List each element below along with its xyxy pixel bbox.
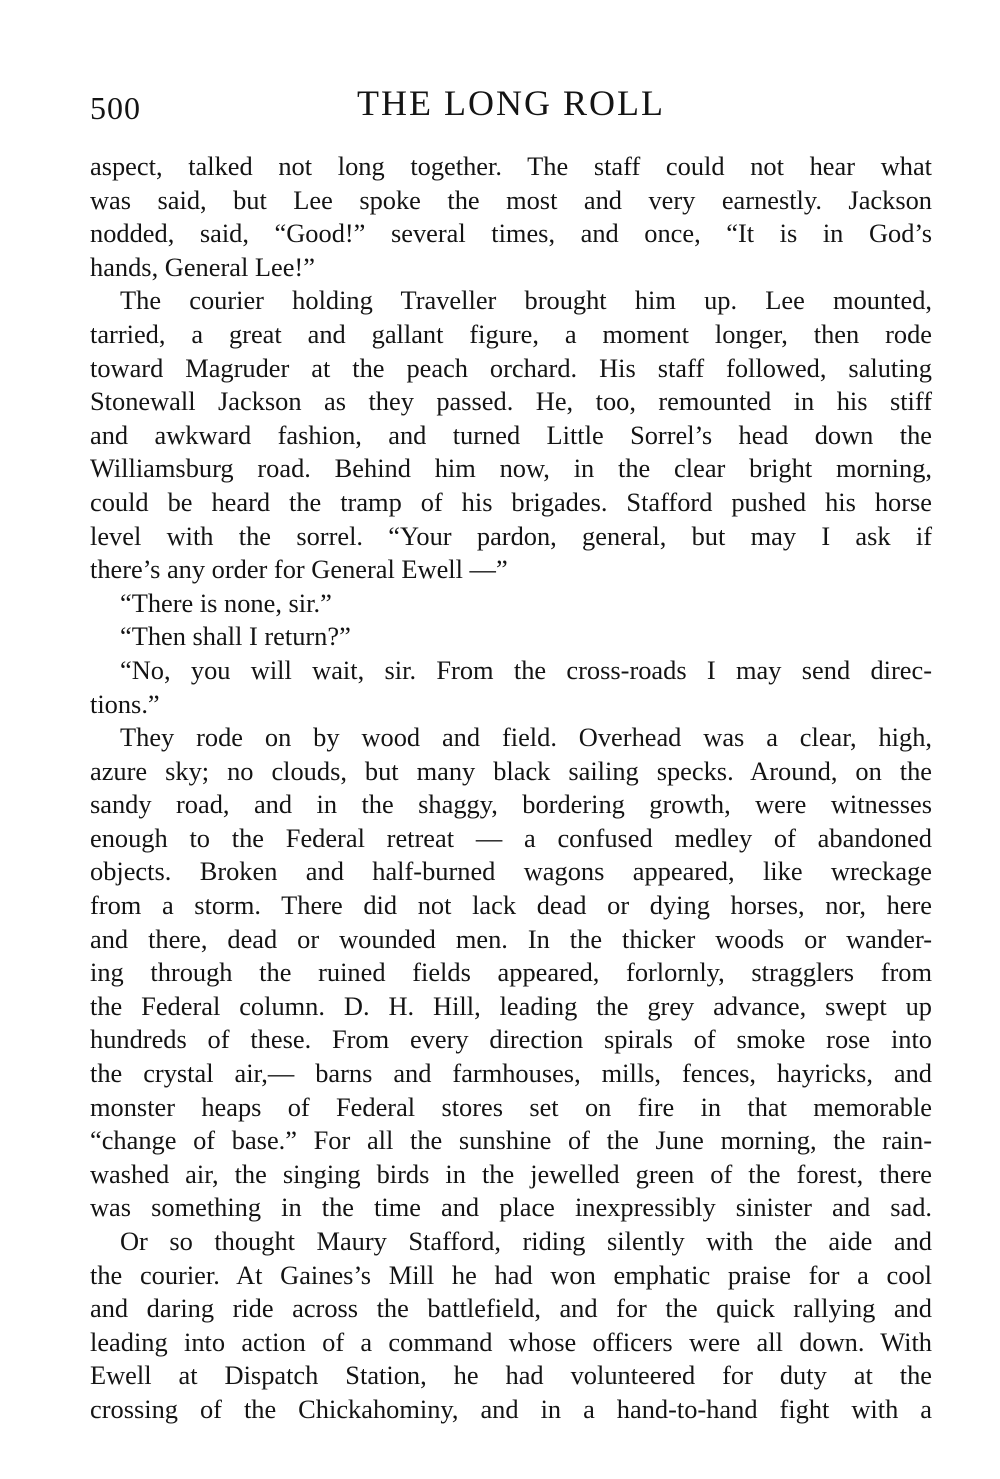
text-line: nodded, said, “Good!” several times, and once, “It is in God’s bbox=[90, 218, 932, 249]
text-line: The courier holding Traveller brought him up. Lee mounted, bbox=[120, 285, 932, 316]
text-line: enough to the Federal retreat — a confused medley of abandoned bbox=[90, 822, 932, 853]
text-line: the crystal air,— barns and farmhouses, mills, fences, hayricks, and bbox=[90, 1058, 932, 1089]
text-line: ing through the ruined fields appeared, forlornly, stragglers from bbox=[90, 957, 932, 988]
text-line: toward Magruder at the peach orchard. His staff followed, saluting bbox=[90, 352, 932, 383]
text-line: “Then shall I return?” bbox=[120, 621, 351, 652]
text-line: “No, you will wait, sir. From the cross-roads I may send direc- bbox=[120, 654, 932, 685]
text-line: crossing of the Chickahominy, and in a hand-to-hand fight with a bbox=[90, 1393, 932, 1424]
text-line: the Federal column. D. H. Hill, leading the grey advance, swept up bbox=[90, 990, 932, 1021]
text-line: hands, General Lee!” bbox=[90, 251, 315, 282]
text-line: could be heard the tramp of his brigades. Stafford pushed his horse bbox=[90, 486, 932, 517]
text-line: and awkward fashion, and turned Little Sorrel’s head down the bbox=[90, 419, 932, 450]
text-line: azure sky; no clouds, but many black sailing specks. Around, on the bbox=[90, 755, 932, 786]
text-line: “change of base.” For all the sunshine of the June morning, the rain- bbox=[90, 1125, 932, 1156]
text-line: there’s any order for General Ewell —” bbox=[90, 554, 508, 585]
page-header bbox=[90, 82, 932, 130]
running-title: THE LONG ROLL bbox=[357, 83, 665, 123]
page-number: 500 bbox=[90, 90, 141, 126]
text-line: aspect, talked not long together. The staff could not hear what bbox=[90, 151, 932, 181]
text-line: Ewell at Dispatch Station, he had volunteered for duty at the bbox=[90, 1360, 932, 1391]
text-line: from a storm. There did not lack dead or dying horses, nor, here bbox=[90, 890, 932, 921]
text-line: Williamsburg road. Behind him now, in the clear bright morning, bbox=[90, 453, 932, 484]
text-line: They rode on by wood and field. Overhead was a clear, high, bbox=[120, 722, 932, 753]
body-text bbox=[90, 150, 932, 1427]
text-line: “There is none, sir.” bbox=[120, 587, 332, 618]
text-line: washed air, the singing birds in the jewelled green of the forest, there bbox=[90, 1158, 932, 1189]
text-line: hundreds of these. From every direction spirals of smoke rose into bbox=[90, 1024, 932, 1055]
text-line: tions.” bbox=[90, 688, 160, 719]
text-line: and daring ride across the battlefield, and for the quick rallying and bbox=[90, 1293, 932, 1324]
text-line: the courier. At Gaines’s Mill he had won emphatic praise for a cool bbox=[90, 1259, 932, 1290]
text-line: leading into action of a command whose officers were all down. With bbox=[90, 1326, 932, 1357]
text-line: was something in the time and place inexpressibly sinister and sad. bbox=[90, 1192, 932, 1223]
text-line: was said, but Lee spoke the most and very earnestly. Jackson bbox=[90, 184, 932, 215]
text-line: monster heaps of Federal stores set on fire in that memorable bbox=[90, 1091, 932, 1122]
text-line: Or so thought Maury Stafford, riding silently with the aide and bbox=[120, 1226, 932, 1256]
text-line: level with the sorrel. “Your pardon, general, but may I ask if bbox=[90, 520, 932, 551]
text-line: tarried, a great and gallant figure, a moment longer, then rode bbox=[90, 318, 932, 349]
text-line: sandy road, and in the shaggy, bordering growth, were witnesses bbox=[90, 789, 932, 820]
text-line: and there, dead or wounded men. In the thicker woods or wander- bbox=[90, 923, 932, 954]
text-line: objects. Broken and half-burned wagons appeared, like wreckage bbox=[90, 856, 932, 887]
text-line: Stonewall Jackson as they passed. He, too, remounted in his stiff bbox=[90, 386, 932, 417]
